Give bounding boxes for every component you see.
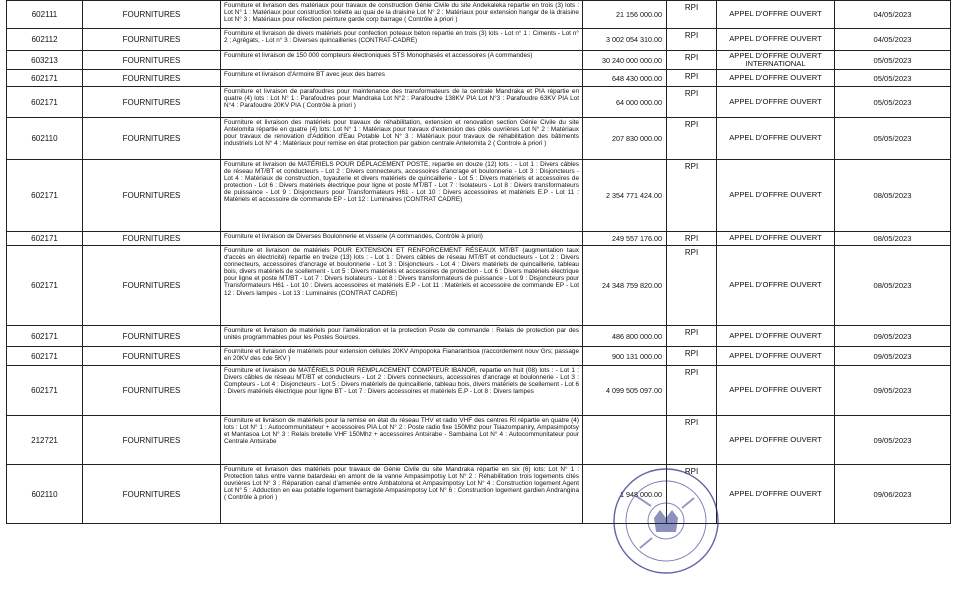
procurement-table <box>6 0 951 524</box>
table-row <box>7 118 951 160</box>
row-mode: RPI <box>667 1 717 29</box>
row-amount: 21 156 000.00 <box>583 1 667 29</box>
row-description: Fourniture et livraison de 150 000 compteurs électroniques STS Monophasés et accessoires (A commandes) <box>221 51 583 70</box>
row-date: 09/05/2023 <box>835 366 951 416</box>
row-code: 602171 <box>7 326 83 347</box>
row-mode: RPI <box>667 416 717 465</box>
table-row <box>7 232 951 246</box>
row-type: FOURNITURES <box>83 347 221 366</box>
row-description: Fourniture et livraison de matériels pour la remise en état du réseau THV et radio VHF des centres RI répartie en quatre (4) lots : Lot N° 1 : Autocommunitateur + accessoires PIA Lot N° 2 : Poste radio fixe 150Mhz pour Tsiazompaniry, Ampasimpotsy et Mantasoa Lot N° 3 : Relais bretelle VHF 150Mhz + accessoires Antsirabe - Sambaina Lot N° 4 : Autocommunitateur pour Centrale Antsirabe <box>221 416 583 465</box>
row-code: 602112 <box>7 29 83 51</box>
row-procedure: APPEL D'OFFRE OUVERT <box>717 29 835 51</box>
row-description: Fourniture et livraison de parafoudres pour maintenance des transformateurs de la centrale Mandraka et PIA répartie en quatre (4) lots : Lot N° 1 : Parafoudres pour Mandraka Lot N°2 : Parafoudre 138KV PIA Lot N°3 : Parafoudre 63KV PIA Lot N°4 : Parafoudre 20KV PIA ( Contrôle à priori ) <box>221 87 583 118</box>
row-procedure: APPEL D'OFFRE OUVERT <box>717 347 835 366</box>
table-row <box>7 465 951 524</box>
row-description: Fourniture et livraison des matériels pour travaux de Génie Civile du site Mandraka répartie en six (6) lots: Lot N° 1 : Protection talus entre vanne batardeau en amont de la vanne Ampasimpotsy Lot N° 2 : Réhabilitation trois logements cités ouvrières Lot N° 3 : Réparation canal d'amenée entre Ambatolona et Ampasimpotsy Lot N° 4 : Construction logement Agent Lot N° 5 : Adduction en eau potable logement barragiste Ampasimpotsy Lot N° 6 : Construction logement gardien Andrangina ( Contrôle à priori ) <box>221 465 583 524</box>
row-amount: 4 099 505 097.00 <box>583 366 667 416</box>
table-row <box>7 1 951 29</box>
row-mode: RPI <box>667 246 717 326</box>
row-date: 09/05/2023 <box>835 326 951 347</box>
row-code: 603213 <box>7 51 83 70</box>
row-amount: 900 131 000.00 <box>583 347 667 366</box>
row-mode: RPI <box>667 51 717 70</box>
row-description: Fourniture et livraison de matériels pour l'amélioration et la protection Poste de commande : Relais de protection par des unités programmables pour les Postes Sources. <box>221 326 583 347</box>
row-code: 602171 <box>7 366 83 416</box>
row-procedure: APPEL D'OFFRE OUVERT <box>717 465 835 524</box>
row-date: 05/05/2023 <box>835 87 951 118</box>
row-description: Fourniture et livraison de matériels pour extension cellules 20KV Ampopoka Fianarantsoa (raccordement nouv Grs; passage en 20KV des cde 5KV ) <box>221 347 583 366</box>
row-procedure: APPEL D'OFFRE OUVERT <box>717 87 835 118</box>
row-description: Fourniture et livraison de Diverses Boulonnerie et visserie (A commandes, Contrôle à priori) <box>221 232 583 246</box>
row-description: Fourniture et livraison de matériels POUR EXTENSION ET RENFORCEMENT RÉSEAUX MT/BT (augmentation taux d'accès en électricité) repartie en treize (13) lots : - Lot 1 : Divers câbles de réseau MT/BT et conducteurs - Lot 2 : Divers connecteurs, accessoires d'ancrage et boulonnerie - Lot 3 : Disjoncteurs - Lot 4 : Divers matériels de quincaillerie, tableau bois, divers matériels de scellement - Lot 5 : Divers matériels et accessoires de protection - Lot 6 : Divers matériels électrique pour ligne et poste MT/BT - Lot 7 : Divers Isolateurs - Lot 8 : Divers transformateurs de puissance - Lot 9 : Disjoncteurs pour Transformateurs H61 - Lot 10 : Divers accessoires et matériels E.P - Lot 11 : Matériels et accessoire de commande EP - Lot 12 : Divers lampes - Lot 13 : Luminaires (CONTRAT CADRE) <box>221 246 583 326</box>
row-amount <box>583 416 667 465</box>
row-type: FOURNITURES <box>83 246 221 326</box>
row-mode: RPI <box>667 347 717 366</box>
row-procedure: APPEL D'OFFRE OUVERT <box>717 246 835 326</box>
row-code: 602171 <box>7 246 83 326</box>
row-procedure: APPEL D'OFFRE OUVERT <box>717 118 835 160</box>
row-procedure: APPEL D'OFFRE OUVERT <box>717 232 835 246</box>
row-code: 602110 <box>7 465 83 524</box>
row-procedure: APPEL D'OFFRE OUVERT <box>717 70 835 87</box>
row-type: FOURNITURES <box>83 232 221 246</box>
row-type: FOURNITURES <box>83 1 221 29</box>
row-procedure: APPEL D'OFFRE OUVERT <box>717 160 835 232</box>
row-mode: RPI <box>667 326 717 347</box>
row-mode: RPI <box>667 87 717 118</box>
row-amount: 3 002 054 310.00 <box>583 29 667 51</box>
row-code: 602171 <box>7 70 83 87</box>
row-procedure: APPEL D'OFFRE OUVERT <box>717 1 835 29</box>
row-mode: RPI <box>667 70 717 87</box>
table-row <box>7 87 951 118</box>
row-mode: RPI <box>667 366 717 416</box>
row-amount: 2 354 771 424.00 <box>583 160 667 232</box>
row-code: 602111 <box>7 1 83 29</box>
table-row <box>7 366 951 416</box>
row-amount: 486 800 000.00 <box>583 326 667 347</box>
row-date: 08/05/2023 <box>835 232 951 246</box>
row-amount: 207 830 000.00 <box>583 118 667 160</box>
row-code: 602171 <box>7 232 83 246</box>
row-procedure: APPEL D'OFFRE OUVERT <box>717 366 835 416</box>
row-type: FOURNITURES <box>83 29 221 51</box>
row-date: 09/05/2023 <box>835 416 951 465</box>
row-date: 08/05/2023 <box>835 160 951 232</box>
row-mode: RPI <box>667 160 717 232</box>
row-amount: 1 948 000.00 <box>583 465 667 524</box>
row-description: Fourniture et livraison d'Armoire BT avec jeux des barres <box>221 70 583 87</box>
row-procedure: APPEL D'OFFRE OUVERT <box>717 416 835 465</box>
row-description: Fourniture et livraison des matériaux pour travaux de construction Génie Civile du site Andekaleka repartie en trois (3) lots : Lot N° 1 : Matériaux pour construction toilette au quai de la draisine Lot N° 2 : Matériaux pour extension hangar de la draisine Lot N° 3 : Matériaux pour réfection peinture garde corp barrage ( Contrôle à priori ) <box>221 1 583 29</box>
row-amount: 30 240 000 000.00 <box>583 51 667 70</box>
row-procedure: APPEL D'OFFRE OUVERT INTERNATIONAL <box>717 51 835 70</box>
row-date: 05/05/2023 <box>835 70 951 87</box>
row-type: FOURNITURES <box>83 51 221 70</box>
table-row <box>7 347 951 366</box>
row-date: 05/05/2023 <box>835 51 951 70</box>
row-code: 602171 <box>7 87 83 118</box>
row-amount: 249 557 176.00 <box>583 232 667 246</box>
row-type: FOURNITURES <box>83 366 221 416</box>
row-description: Fourniture et livraison de MATÉRIELS POUR DÉPLACEMENT POSTE, repartie en douze (12) lots : - Lot 1 : Divers câbles de réseau MT/BT et conducteurs - Lot 2 : Divers connecteurs, accessoires d'ancrage et boulonnerie - Lot 3 : Disjoncteurs - Lot 4 : Matériaux de construction, tuyauterie et divers matériels de quincaillerie - Lot 5 : Divers matériels et accessoires de protection - Lot 6 : Divers matériels électrique pour ligne et poste MT/BT - Lot 7 : Isolateurs - Lot 8 : Divers transformateurs de puissance - Lot 9 : Disjoncteurs pour Transformateurs H61 - Lot 10 : Divers accessoires et matériels E.P - Lot 11 : Matériels et accessoire de commande EP - Lot 12 : Luminaires (CONTRAT CADRE) <box>221 160 583 232</box>
table-row <box>7 326 951 347</box>
row-code: 212721 <box>7 416 83 465</box>
row-mode: RPI <box>667 118 717 160</box>
row-amount: 648 430 000.00 <box>583 70 667 87</box>
row-type: FOURNITURES <box>83 160 221 232</box>
table-row <box>7 416 951 465</box>
row-type: FOURNITURES <box>83 87 221 118</box>
row-description: Fourniture et livraison de divers matériels pour confection poteaux béton repartie en trois (3) lots - Lot n° 1 : Ciments - Lot n° 2 ; Agrégats, - Lot n° 3 : Diverses quincailleries (CONTRAT-CADRE) <box>221 29 583 51</box>
row-code: 602171 <box>7 347 83 366</box>
row-mode: RPI <box>667 232 717 246</box>
row-code: 602171 <box>7 160 83 232</box>
row-date: 05/05/2023 <box>835 118 951 160</box>
row-type: FOURNITURES <box>83 326 221 347</box>
table-row <box>7 29 951 51</box>
row-description: Fourniture et livraison de MATÉRIELS POUR REMPLACEMENT COMPTEUR IBANOR, repartie en huit (08) lots : - Lot 1 : Divers câbles de réseau MT/BT et conducteurs - Lot 2 : Divers connecteurs, accessoires d'ancrage et boulonnerie - Lot 3 : Compteurs - Lot 4 : Disjoncteurs - Lot 5 : Divers matériels de quincaillerie, tableau bois, divers matériels de scellement - Lot 6 : Divers matériels électrique pour ligne BT - Lot 7 : Divers accessoires et matériels E.P - Lot 8 : Divers lampes <box>221 366 583 416</box>
row-mode: RPI <box>667 465 717 524</box>
row-type: FOURNITURES <box>83 416 221 465</box>
table-row <box>7 246 951 326</box>
row-procedure: APPEL D'OFFRE OUVERT <box>717 326 835 347</box>
row-code: 602110 <box>7 118 83 160</box>
row-description: Fourniture et livraison des matériels pour travaux de réhabilitation, extension et renovation section Génie Civile du site Antelomita répartie en quatre (4) lots: Lot N° 1 : Matériaux pour travaux d'extension des cités ouvrières Lot N° 2 : Matériaux pour travaux de renovation d'Addition d'Eau Potable Lot N° 3 : Matériaux pour travaux de réhabilitation des bâtiments industriels Lot N° 4 : Matériaux pour remise en état protection par gabion centrale Antelomita 2 ( Controle à priori ) <box>221 118 583 160</box>
row-type: FOURNITURES <box>83 70 221 87</box>
row-type: FOURNITURES <box>83 118 221 160</box>
row-date: 08/05/2023 <box>835 246 951 326</box>
table-row <box>7 160 951 232</box>
table-row <box>7 70 951 87</box>
row-date: 04/05/2023 <box>835 1 951 29</box>
row-type: FOURNITURES <box>83 465 221 524</box>
row-date: 04/05/2023 <box>835 29 951 51</box>
row-amount: 24 348 759 820.00 <box>583 246 667 326</box>
row-mode: RPI <box>667 29 717 51</box>
row-date: 09/06/2023 <box>835 465 951 524</box>
row-date: 09/05/2023 <box>835 347 951 366</box>
table-row <box>7 51 951 70</box>
row-amount: 64 000 000.00 <box>583 87 667 118</box>
